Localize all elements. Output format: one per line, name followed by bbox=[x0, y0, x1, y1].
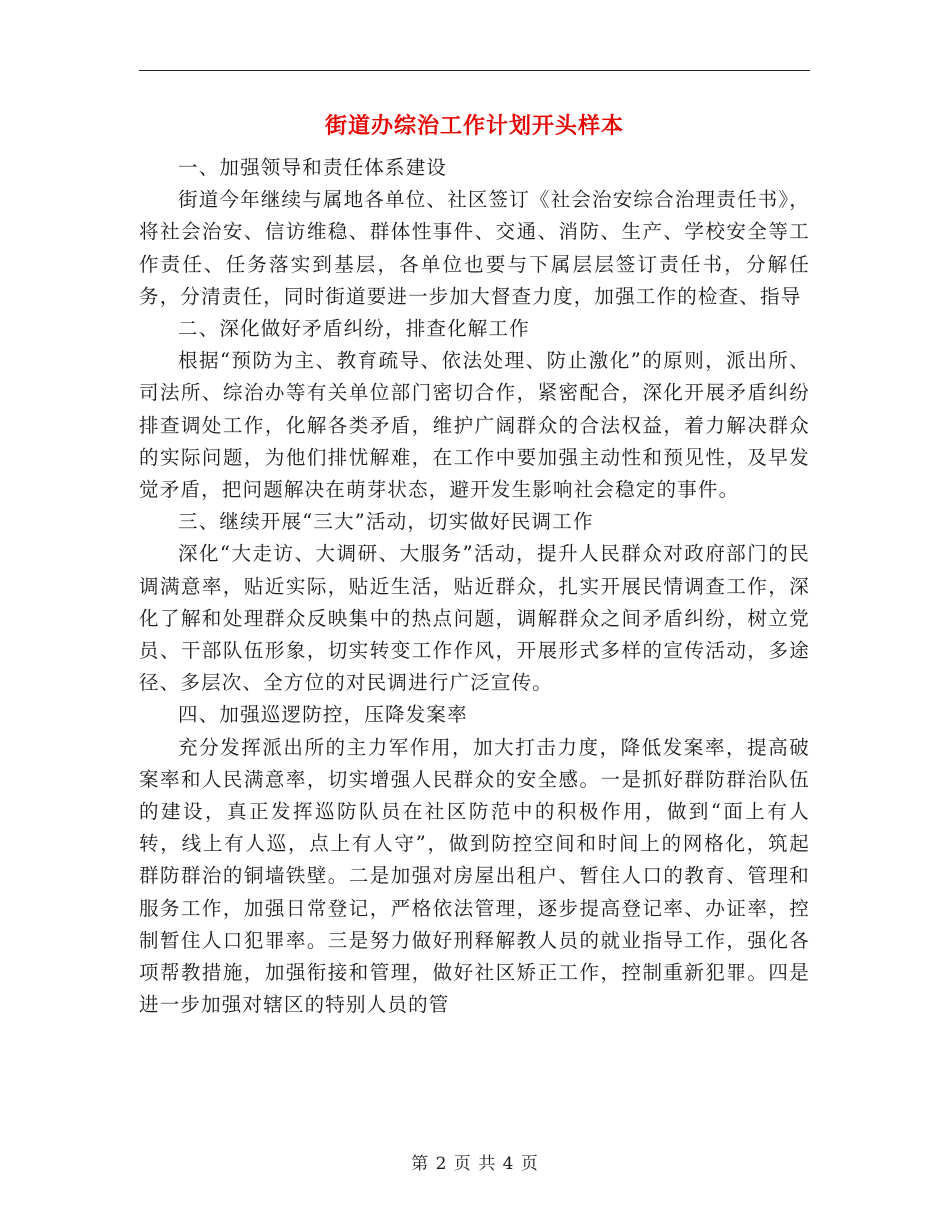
footer-total-word: 共 bbox=[478, 1154, 497, 1174]
page-footer bbox=[0, 1152, 950, 1176]
footer-suffix: 页 bbox=[520, 1154, 539, 1174]
header-rule bbox=[139, 70, 810, 71]
section-heading-3: 三、继续开展“三大”活动，切实做好民调工作 bbox=[178, 510, 594, 534]
section-heading-2: 二、深化做好矛盾纠纷，排查化解工作 bbox=[178, 317, 530, 341]
section-paragraph-3: 深化“大走访、大调研、大服务”活动，提升人民群众对政府部门的民调满意率，贴近实际，贴近生活，贴近群众，扎实开展民情调查工作，深化了解和处理群众反映集中的热点问题，调解群众之间矛盾纠纷，树立党员、干部队伍形象，切实转变工作作风，开展形式多样的宣传活动，多途径、多层次、全方位的对民调进行广泛宣传。 bbox=[139, 542, 810, 695]
section-paragraph-4: 充分发挥派出所的主力军作用，加大打击力度，降低发案率，提高破案率和人民满意率，切实增强人民群众的安全感。一是抓好群防群治队伍的建设，真正发挥巡防队员在社区防范中的积极作用，做到“面上有人转，线上有人巡，点上有人守”，做到防控空间和时间上的网格化，筑起群防群治的铜墙铁壁。二是加强对房屋出租户、暂住人口的教育、管理和服务工作，加强日常登记，严格依法管理，逐步提高登记率、办证率，控制暂住人口犯罪率。三是努力做好刑释解教人员的就业指导工作，强化各项帮教措施，加强衔接和管理，做好社区矫正工作，控制重新犯罪。四是进一步加强对辖区的特别人员的管 bbox=[139, 735, 810, 1017]
section-paragraph-1: 街道今年继续与属地各单位、社区签订《社会治安综合治理责任书》，将社会治安、信访维稳、群体性事件、交通、消防、生产、学校安全等工作责任、任务落实到基层，各单位也要与下属层层签订责任书，分解任务，分清责任，同时街道要进一步加大督查力度，加强工作的检查、指导 bbox=[139, 188, 810, 308]
section-paragraph-2: 根据“预防为主、教育疏导、依法处理、防止激化”的原则，派出所、司法所、综治办等有关单位部门密切合作，紧密配合，深化开展矛盾纠纷排查调处工作，化解各类矛盾，维护广阔群众的合法权益，着力解决群众的实际问题，为他们排忧解难，在工作中要加强主动性和预见性，及早发觉矛盾，把问题解决在萌芽状态，避开发生影响社会稳定的事件。 bbox=[139, 349, 810, 502]
document-body bbox=[139, 152, 810, 1021]
document-title: 街道办综治工作计划开头样本 bbox=[324, 113, 624, 139]
section-heading-4: 四、加强巡逻防控，压降发案率 bbox=[178, 703, 468, 727]
footer-page-word: 页 bbox=[453, 1154, 472, 1174]
section-heading-1: 一、加强领导和责任体系建设 bbox=[178, 156, 448, 179]
footer-current-page: 2 bbox=[435, 1154, 448, 1174]
footer-prefix: 第 bbox=[411, 1154, 430, 1174]
footer-total-pages: 4 bbox=[502, 1154, 515, 1174]
